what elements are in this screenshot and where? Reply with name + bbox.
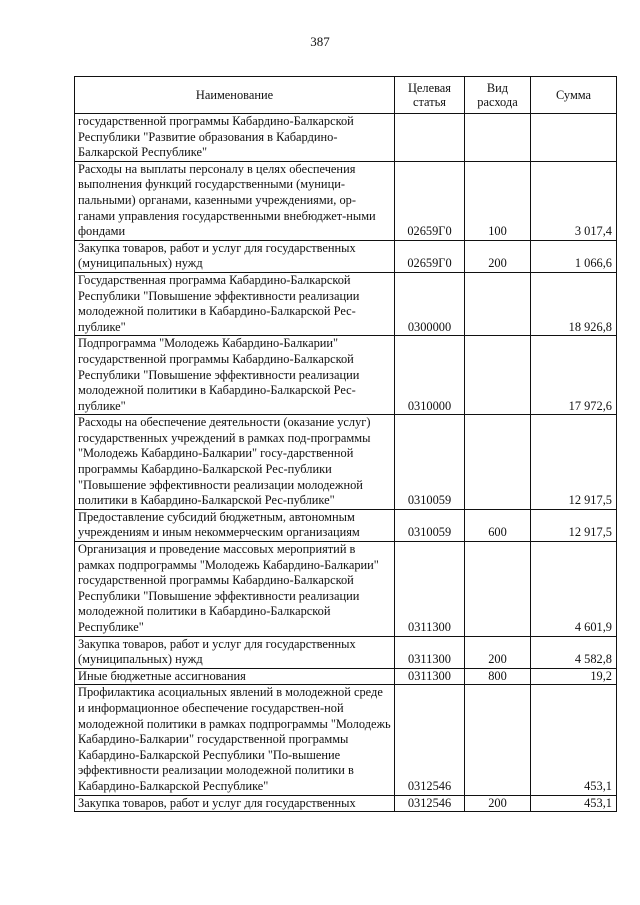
row-target-article: 0310059 [395,415,465,510]
row-name: Организация и проведение массовых мероприятий в рамках подпрограммы "Молодежь Кабардино-Балкарии" государственной программы Кабардино-Балкарской Республики "Повышение эффективности реализации молодежной политики в Кабардино-Балкарской Республике" [75,542,395,637]
row-name: Иные бюджетные ассигнования [75,668,395,685]
row-expense-type [465,336,531,415]
row-name: Государственная программа Кабардино-Балкарской Республики "Повышение эффективности реализации молодежной политики в Кабардино-Балкарской Рес-публике" [75,272,395,335]
table-row [75,415,617,510]
row-expense-type: 100 [465,161,531,240]
row-sum: 4 601,9 [531,542,617,637]
row-target-article [395,114,465,162]
row-sum: 18 926,8 [531,272,617,335]
header-name: Наименование [75,77,395,114]
row-sum: 3 017,4 [531,161,617,240]
table-row [75,542,617,637]
row-sum: 12 917,5 [531,415,617,510]
row-expense-type: 600 [465,509,531,541]
table-header-row [75,77,617,114]
row-sum: 17 972,6 [531,336,617,415]
row-target-article: 0311300 [395,542,465,637]
row-target-article: 0300000 [395,272,465,335]
row-name: Предоставление субсидий бюджетным, автономным учреждениям и иным некоммерческим организациям [75,509,395,541]
row-sum [531,114,617,162]
header-expense-type: Вид расхода [465,77,531,114]
row-expense-type [465,685,531,795]
row-target-article: 0312546 [395,795,465,812]
table-row [75,114,617,162]
table-row [75,668,617,685]
row-expense-type: 800 [465,668,531,685]
table-row [75,685,617,795]
row-target-article: 0310059 [395,509,465,541]
table-row [75,795,617,812]
table-row [75,240,617,272]
row-expense-type [465,114,531,162]
row-name: Закупка товаров, работ и услуг для государственных [75,795,395,812]
row-name: Закупка товаров, работ и услуг для государственных (муниципальных) нужд [75,636,395,668]
row-name: Закупка товаров, работ и услуг для государственных (муниципальных) нужд [75,240,395,272]
row-sum: 453,1 [531,795,617,812]
row-name: Профилактика асоциальных явлений в молодежной среде и информационное обеспечение государствен-ной молодежной политики в рамках подпрограммы "Молодежь Кабардино-Балкарии" государственной программы Кабардино-Балкарской Республики "По-вышение эффективности реализации молодежной политики в Кабардино-Балкарской Республике" [75,685,395,795]
row-target-article: 0312546 [395,685,465,795]
row-sum: 12 917,5 [531,509,617,541]
row-expense-type [465,542,531,637]
row-sum: 19,2 [531,668,617,685]
row-target-article: 02659Г0 [395,161,465,240]
table-row [75,272,617,335]
row-name: Расходы на обеспечение деятельности (оказание услуг) государственных учреждений в рамках под-программы "Молодежь Кабардино-Балкарии" госу-дарственной программы Кабардино-Балкарской Рес-публики "Повышение эффективности реализации молодежной политики в Кабардино-Балкарской Рес-публике" [75,415,395,510]
table-row [75,336,617,415]
header-sum: Сумма [531,77,617,114]
row-sum: 1 066,6 [531,240,617,272]
row-name: Расходы на выплаты персоналу в целях обеспечения выполнения функций государственными (муници-пальными) органами, казенными учреждениями, ор-ганами управления государственными внебюджет-ными фондами [75,161,395,240]
row-name: Подпрограмма "Молодежь Кабардино-Балкарии" государственной программы Кабардино-Балкарской Республики "Повышение эффективности реализации молодежной политики в Кабардино-Балкарской Рес-публике" [75,336,395,415]
row-target-article: 0311300 [395,668,465,685]
table-row [75,509,617,541]
page-number: 387 [310,34,330,49]
row-target-article: 0311300 [395,636,465,668]
row-sum: 453,1 [531,685,617,795]
row-expense-type: 200 [465,240,531,272]
table-row [75,636,617,668]
row-target-article: 0310000 [395,336,465,415]
row-expense-type: 200 [465,795,531,812]
table-row [75,161,617,240]
row-name: государственной программы Кабардино-Балкарской Республики "Развитие образования в Кабардино-Балкарской Республике" [75,114,395,162]
row-expense-type [465,415,531,510]
row-target-article: 02659Г0 [395,240,465,272]
row-expense-type [465,272,531,335]
header-target-article: Целевая статья [395,77,465,114]
row-sum: 4 582,8 [531,636,617,668]
budget-table [74,76,617,812]
row-expense-type: 200 [465,636,531,668]
